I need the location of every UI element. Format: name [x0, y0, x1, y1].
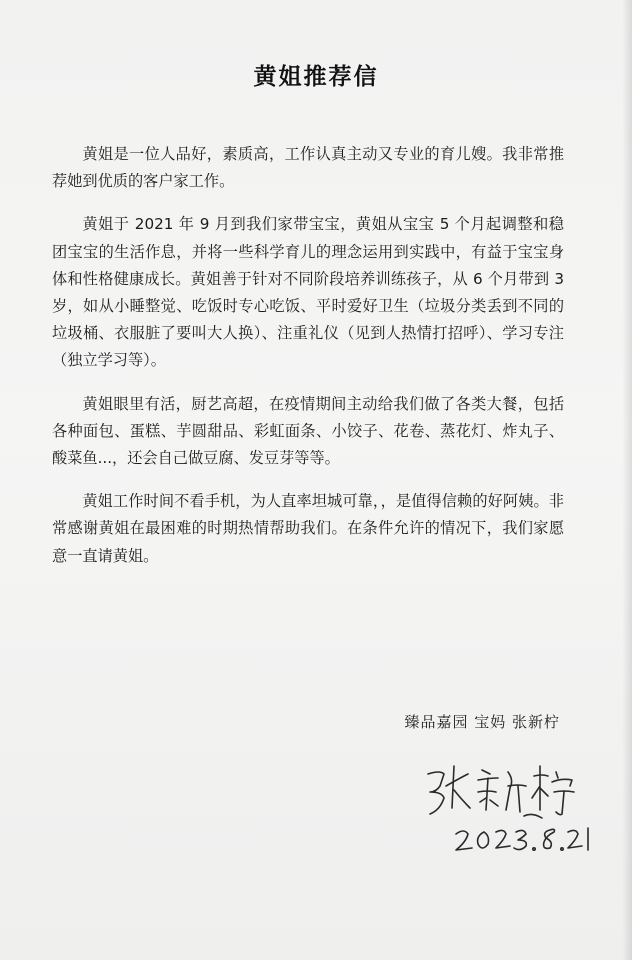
paragraph-2: 黄姐于 2021 年 9 月到我们家带宝宝，黄姐从宝宝 5 个月起调整和稳团宝宝的生活作息，并将一些科学育儿的理念运用到实践中，有益于宝宝身体和性格健康成长。黄姐善于针对不同阶段培养训练孩子，从 6 个月带到 3 岁，如从小睡整觉、吃饭时专心吃饭、平时爱好卫生（垃圾分类丢到不同的垃圾桶、衣服脏了要叫大人换）、注重礼仪（见到人热情打招呼）、学习专注（独立学习等）。	[52, 215, 564, 370]
signoff-line: 臻品嘉园 宝妈 张新柠	[404, 713, 560, 731]
letter-body	[52, 141, 564, 586]
paragraph-4: 黄姐工作时间不看手机，为人直率坦城可靠，，是值得信赖的好阿姨。非常感谢黄姐在最困难的时期热情帮助我们。在条件允许的情况下，我们家愿意一直请黄姐。	[52, 492, 564, 565]
handwritten-signature	[410, 752, 600, 872]
paragraph-1: 黄姐是一位人品好，素质高，工作认真主动又专业的育儿嫂。我非常推荐她到优质的客户家工作。	[52, 145, 564, 191]
signature-drawing	[410, 752, 600, 872]
letter-title: 黄姐推荐信	[253, 64, 379, 90]
paragraph-3: 黄姐眼里有活，厨艺高超，在疫情期间主动给我们做了各类大餐，包括各种面包、蛋糕、芋圆甜品、彩虹面条、小饺子、花卷、蒸花灯、炸丸子、酸菜鱼...，还会自己做豆腐、发豆芽等等。	[52, 394, 564, 468]
